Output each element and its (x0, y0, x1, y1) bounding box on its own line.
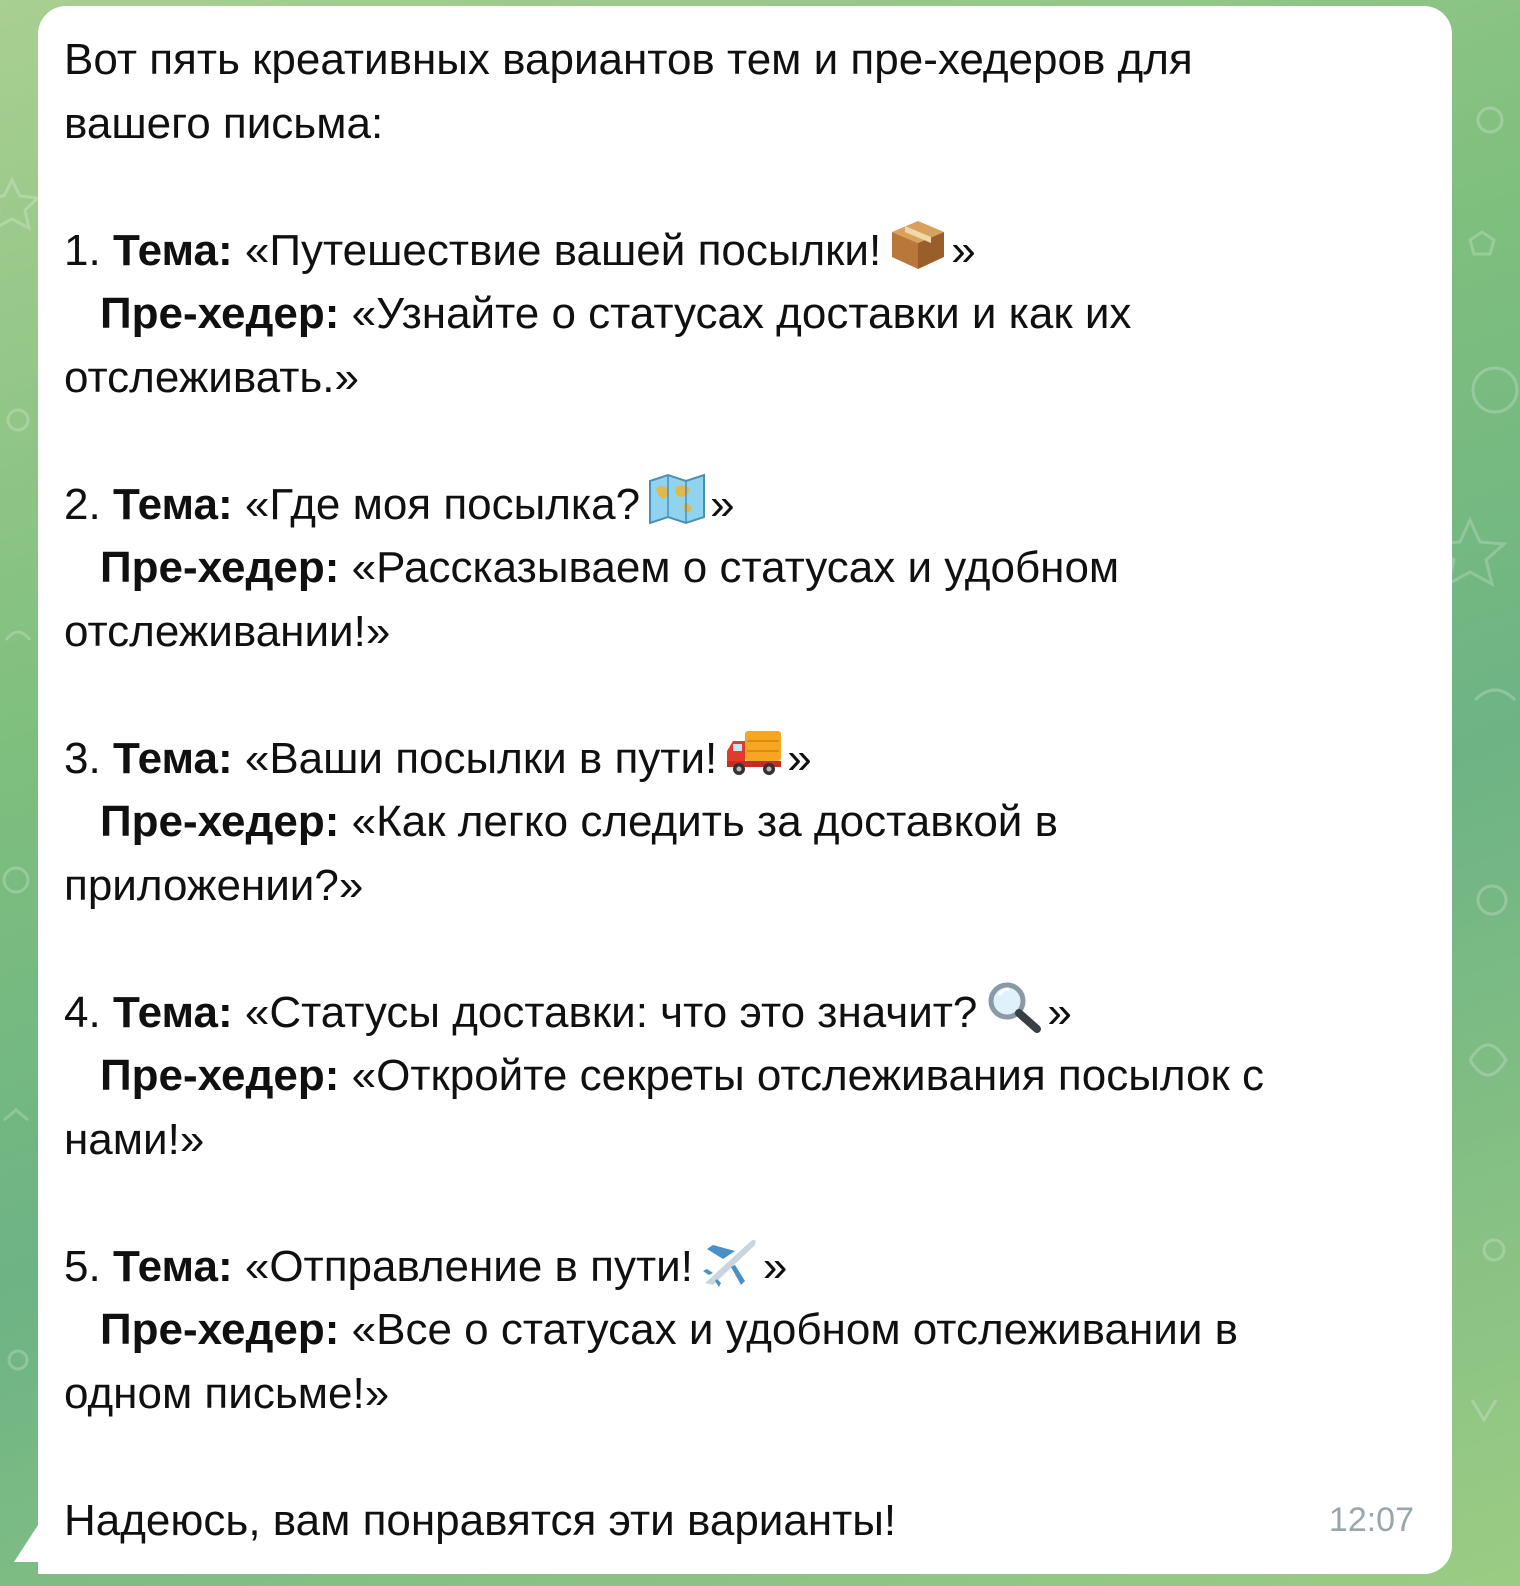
item-1-preheader-cont: отслеживать.» (64, 352, 359, 402)
subject-end: » (1047, 987, 1072, 1037)
subject-label: Тема: (112, 225, 233, 275)
item-3-preheader (64, 790, 1422, 854)
item-4-preheader-cont: нами!» (64, 1114, 205, 1164)
magnifying-glass-icon (985, 981, 1043, 1033)
subject-text: «Статусы доставки: что это значит? (244, 987, 978, 1037)
item-number: 5. (64, 1241, 101, 1291)
preheader-label: Пре-хедер: (100, 1305, 340, 1354)
message-timestamp: 12:07 (1328, 1501, 1414, 1539)
item-5-preheader (64, 1298, 1422, 1362)
spacer (64, 1171, 1422, 1235)
subject-end: » (710, 479, 735, 529)
item-2-preheader (64, 536, 1422, 600)
intro-line-1: Вот пять креативных вариантов тем и пре-хедеров для (64, 35, 1193, 84)
subject-label: Тема: (112, 479, 233, 529)
outro-line: Надеюсь, вам понравятся эти варианты! (64, 1495, 897, 1545)
preheader-text: «Как легко следить за доставкой в (351, 797, 1058, 846)
subject-label: Тема: (112, 733, 233, 783)
subject-label: Тема: (112, 1241, 233, 1291)
spacer (64, 155, 1422, 219)
preheader-label: Пре-хедер: (100, 543, 340, 592)
subject-text: «Путешествие вашей посылки! (244, 225, 882, 275)
preheader-text: «Рассказываем о статусах и удобном (351, 543, 1120, 592)
subject-label: Тема: (112, 987, 233, 1037)
preheader-text: «Все о статусах и удобном отслеживании в (351, 1305, 1239, 1354)
preheader-label: Пре-хедер: (100, 289, 340, 338)
preheader-text: «Откройте секреты отслеживания посылок с (351, 1051, 1264, 1100)
item-number: 3. (64, 733, 101, 783)
item-5-subject (64, 1235, 1422, 1299)
subject-text: «Ваши посылки в пути! (244, 733, 718, 783)
subject-end: » (762, 1241, 788, 1291)
item-number: 1. (64, 225, 101, 275)
subject-text: «Отправление в пути! (244, 1241, 693, 1291)
item-5-preheader-cont: одном письме!» (64, 1368, 390, 1418)
item-2-preheader-cont: отслеживании!» (64, 606, 391, 656)
package-icon (889, 219, 947, 271)
item-3-subject (64, 727, 1422, 791)
item-1-subject (64, 219, 1422, 283)
item-2-subject (64, 473, 1422, 537)
intro-line-2: вашего письма: (64, 98, 384, 148)
subject-end: » (787, 733, 812, 783)
subject-end: » (951, 225, 976, 275)
item-1-preheader (64, 282, 1422, 346)
spacer (64, 917, 1422, 981)
item-4-preheader (64, 1044, 1422, 1108)
spacer (64, 409, 1422, 473)
preheader-label: Пре-хедер: (100, 1051, 340, 1100)
subject-text: «Где моя посылка? (244, 479, 641, 529)
airplane-icon (701, 1235, 759, 1287)
message-bubble[interactable] (38, 6, 1452, 1574)
item-4-subject (64, 981, 1422, 1045)
item-number: 2. (64, 479, 101, 529)
preheader-text: «Узнайте о статусах доставки и как их (351, 289, 1132, 338)
preheader-label: Пре-хедер: (100, 797, 340, 846)
spacer (64, 1425, 1422, 1489)
spacer (64, 663, 1422, 727)
item-number: 4. (64, 987, 101, 1037)
world-map-icon (648, 473, 706, 525)
message-bubble-tail (14, 1522, 40, 1562)
item-3-preheader-cont: приложении?» (64, 860, 364, 910)
delivery-truck-icon (725, 727, 783, 779)
